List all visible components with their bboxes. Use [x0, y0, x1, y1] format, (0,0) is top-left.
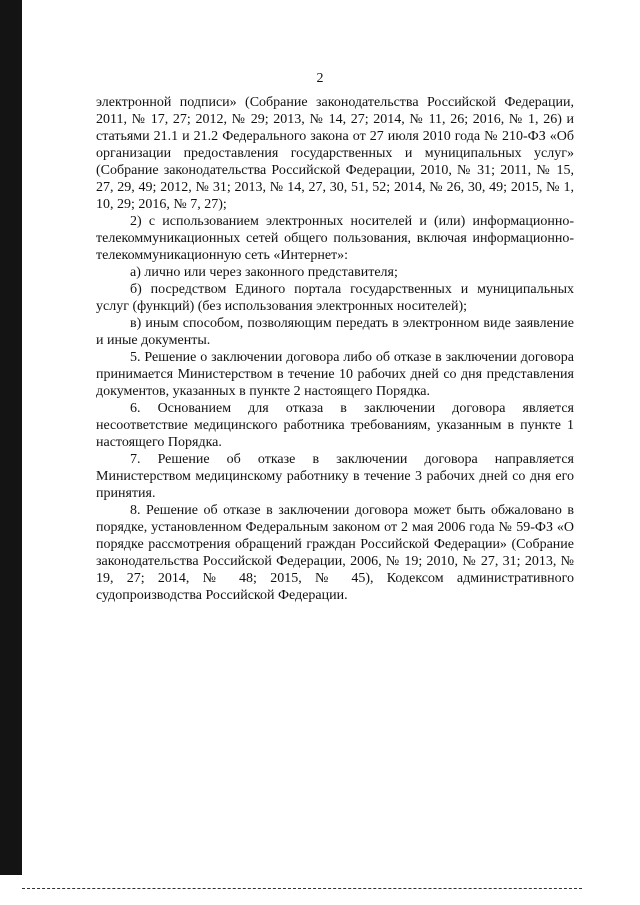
paragraph-subitem-a: а) лично или через законного представителя;	[130, 265, 398, 280]
document-body	[96, 94, 574, 604]
paragraph-continuation: электронной подписи» (Собрание законодательства Российской Федерации, 2011, № 17, 27; 2012, № 29; 2013, № 14, 27; 2014, № 11, 26; 2016, № 1, 26) и статьями 21.1 и 21.2 Федерального закона от 27 июля 2010 года № 210-ФЗ «Об организации предоставления государственных и муниципальных услуг» (Собрание законодательства Российской Федерации, 2010, № 31; 2011, № 15, 27, 29, 49; 2012, № 31; 2013, № 14, 27, 30, 51, 52; 2014, № 26, 30, 49; 2015, № 1, 10, 29; 2016, № 7, 27);	[96, 95, 574, 212]
scan-border-bottom	[22, 888, 582, 889]
paragraph-subitem-v: в) иным способом, позволяющим передать в электронном виде заявление и иные документы.	[96, 316, 574, 348]
paragraph-clause-7: 7. Решение об отказе в заключении договора направляется Министерством медицинскому работнику в течение 3 рабочих дней со дня его принятия.	[96, 452, 574, 501]
paragraph-clause-8: 8. Решение об отказе в заключении договора может быть обжаловано в порядке, установленном Федеральным законом от 2 мая 2006 года № 59-ФЗ «О порядке рассмотрения обращений граждан Российской Федерации» (Собрание законодательства Российской Федерации, 2006, № 19; 2010, № 27, 31; 2013, № 19, 27; 2014, № 48; 2015, № 45), Кодексом административного судопроизводства Российской Федерации.	[96, 503, 574, 603]
paragraph-clause-6: 6. Основанием для отказа в заключении договора является несоответствие медицинского работника требованиям, указанным в пункте 1 настоящего Порядка.	[96, 401, 574, 450]
paragraph-clause-5: 5. Решение о заключении договора либо об отказе в заключении договора принимается Министерством в течение 10 рабочих дней со дня представления документов, указанных в пункте 2 настоящего Порядка.	[96, 350, 574, 399]
paragraph-subitem-b: б) посредством Единого портала государственных и муниципальных услуг (функций) (без использования электронных носителей);	[96, 282, 574, 314]
page-number: 2	[316, 71, 324, 86]
paragraph-item-2: 2) с использованием электронных носителей и (или) информационно-телекоммуникационных сетей общего пользования, включая информационно-телекоммуникационную сеть «Интернет»:	[96, 214, 574, 263]
scan-border-left	[0, 0, 22, 875]
